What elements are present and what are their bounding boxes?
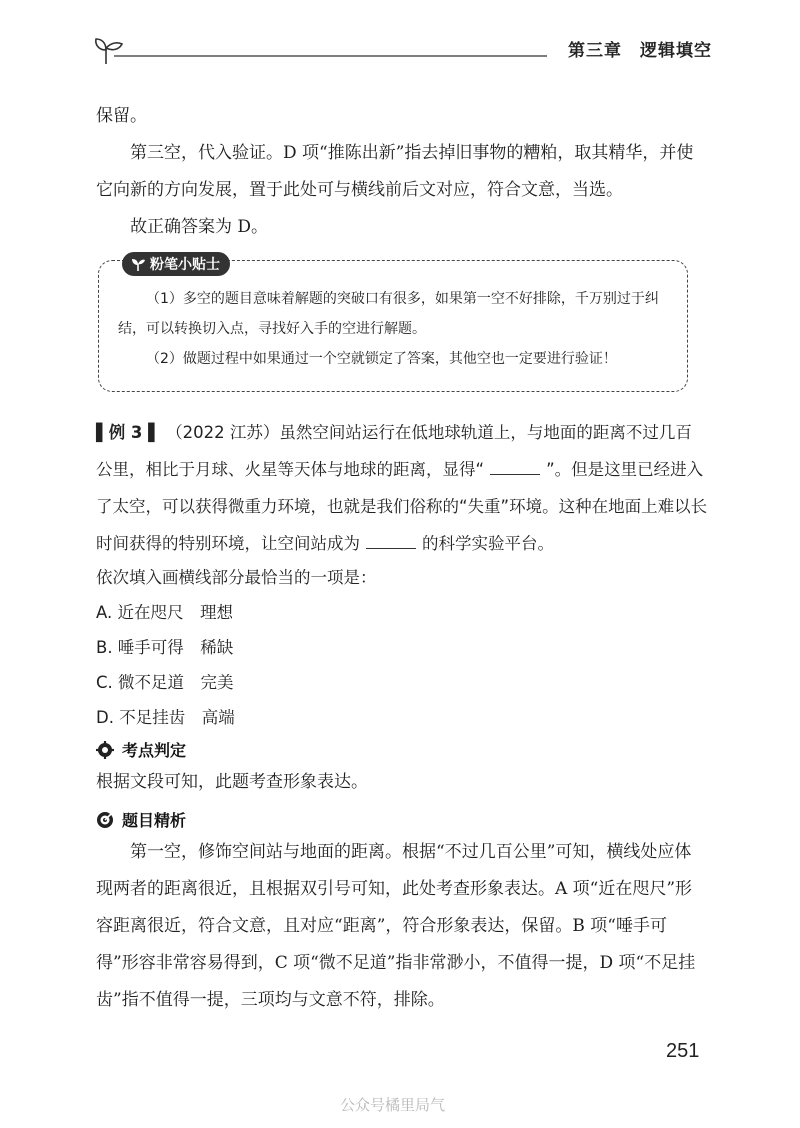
example-source: （2022 江苏） (166, 423, 280, 442)
section-judgement-body (96, 764, 708, 801)
option-d: D. 不足挂齿 高端 (96, 708, 235, 727)
paragraph: 第三空，代入验证。D 项“推陈出新”指去掉旧事物的糟粕，取其精华，并使它向新的方向发展，置于此处可与横线前后文对应，符合文意，当选。 (96, 143, 694, 200)
section-judgement-heading (96, 738, 186, 761)
option-b: B. 唾手可得 稀缺 (96, 638, 234, 657)
paragraph: 故正确答案为 D。 (130, 217, 269, 237)
example-text-1: 虽然空间站运行在低地球轨道上，与地面的距离不过几百公里，相比于月球、火星等天体与地球的距离，显得“ (96, 423, 692, 479)
tip-item: （1）多空的题目意味着解题的突破口有很多，如果第一空不好排除，千万别过于纠结，可以转换切入点，寻找好入手的空进行解题。 (118, 291, 659, 337)
blank-2 (366, 534, 416, 549)
question-prompt: 依次填入画横线部分最恰当的一项是： (96, 568, 377, 587)
sprout-icon (92, 30, 552, 70)
sprout-icon (130, 256, 146, 272)
paragraph: 第一空，修饰空间站与地面的距离。根据“不过几百公里”可知，横线处应体现两者的距离很近，且根据双引号可知，此处考查形象表达。A 项“近在咫尺”形容距离很近，符合文意，且对应“距离”，符合形象表达，保留。B 项“唾手可得”形容非常容易得到，C 项“微不足道”指非常渺小，不值得一提，D 项“不足挂齿”指不值得一提，三项均与文意不符，排除。 (96, 842, 696, 1010)
section-analysis-body (96, 834, 708, 1019)
chapter-title: 第三章 逻辑填空 (568, 41, 712, 61)
option-a: A. 近在咫尺 理想 (96, 603, 233, 622)
example-text-2: ”。但是这里已经进入了太空，可以获得微重力环境，也就是我们俗称的“失重”环境。这种在地面上难以长时间获得的特别环境，让空间站成为 (96, 460, 708, 553)
blank-1 (490, 460, 540, 475)
example-text (96, 414, 708, 562)
tip-item: （2）做题过程中如果通过一个空就锁定了答案，其他空也一定要进行验证！ (146, 351, 617, 367)
section-analysis-title: 题目精析 (122, 811, 187, 830)
example-passage (96, 414, 708, 562)
option-c: C. 微不足道 完美 (96, 673, 234, 692)
tip-label-text: 粉笔小贴士 (150, 257, 220, 273)
top-text (96, 98, 708, 246)
running-header (92, 30, 712, 70)
page-number: 251 (666, 1040, 700, 1062)
question-block (96, 560, 377, 735)
section-analysis-heading (96, 808, 186, 831)
section-judgement-title: 考点判定 (122, 741, 187, 760)
example-text-3: 的科学实验平台。 (422, 534, 554, 553)
tip-content (118, 284, 673, 374)
paragraph: 保留。 (96, 106, 147, 126)
tip-label (122, 252, 230, 276)
gear-icon (96, 741, 114, 759)
target-icon (96, 811, 114, 829)
example-marker: ▌例 3 ▌ (96, 423, 161, 442)
paragraph: 根据文段可知，此题考查形象表达。 (96, 772, 368, 792)
watermark: 公众号橘里局气 (340, 1096, 446, 1114)
